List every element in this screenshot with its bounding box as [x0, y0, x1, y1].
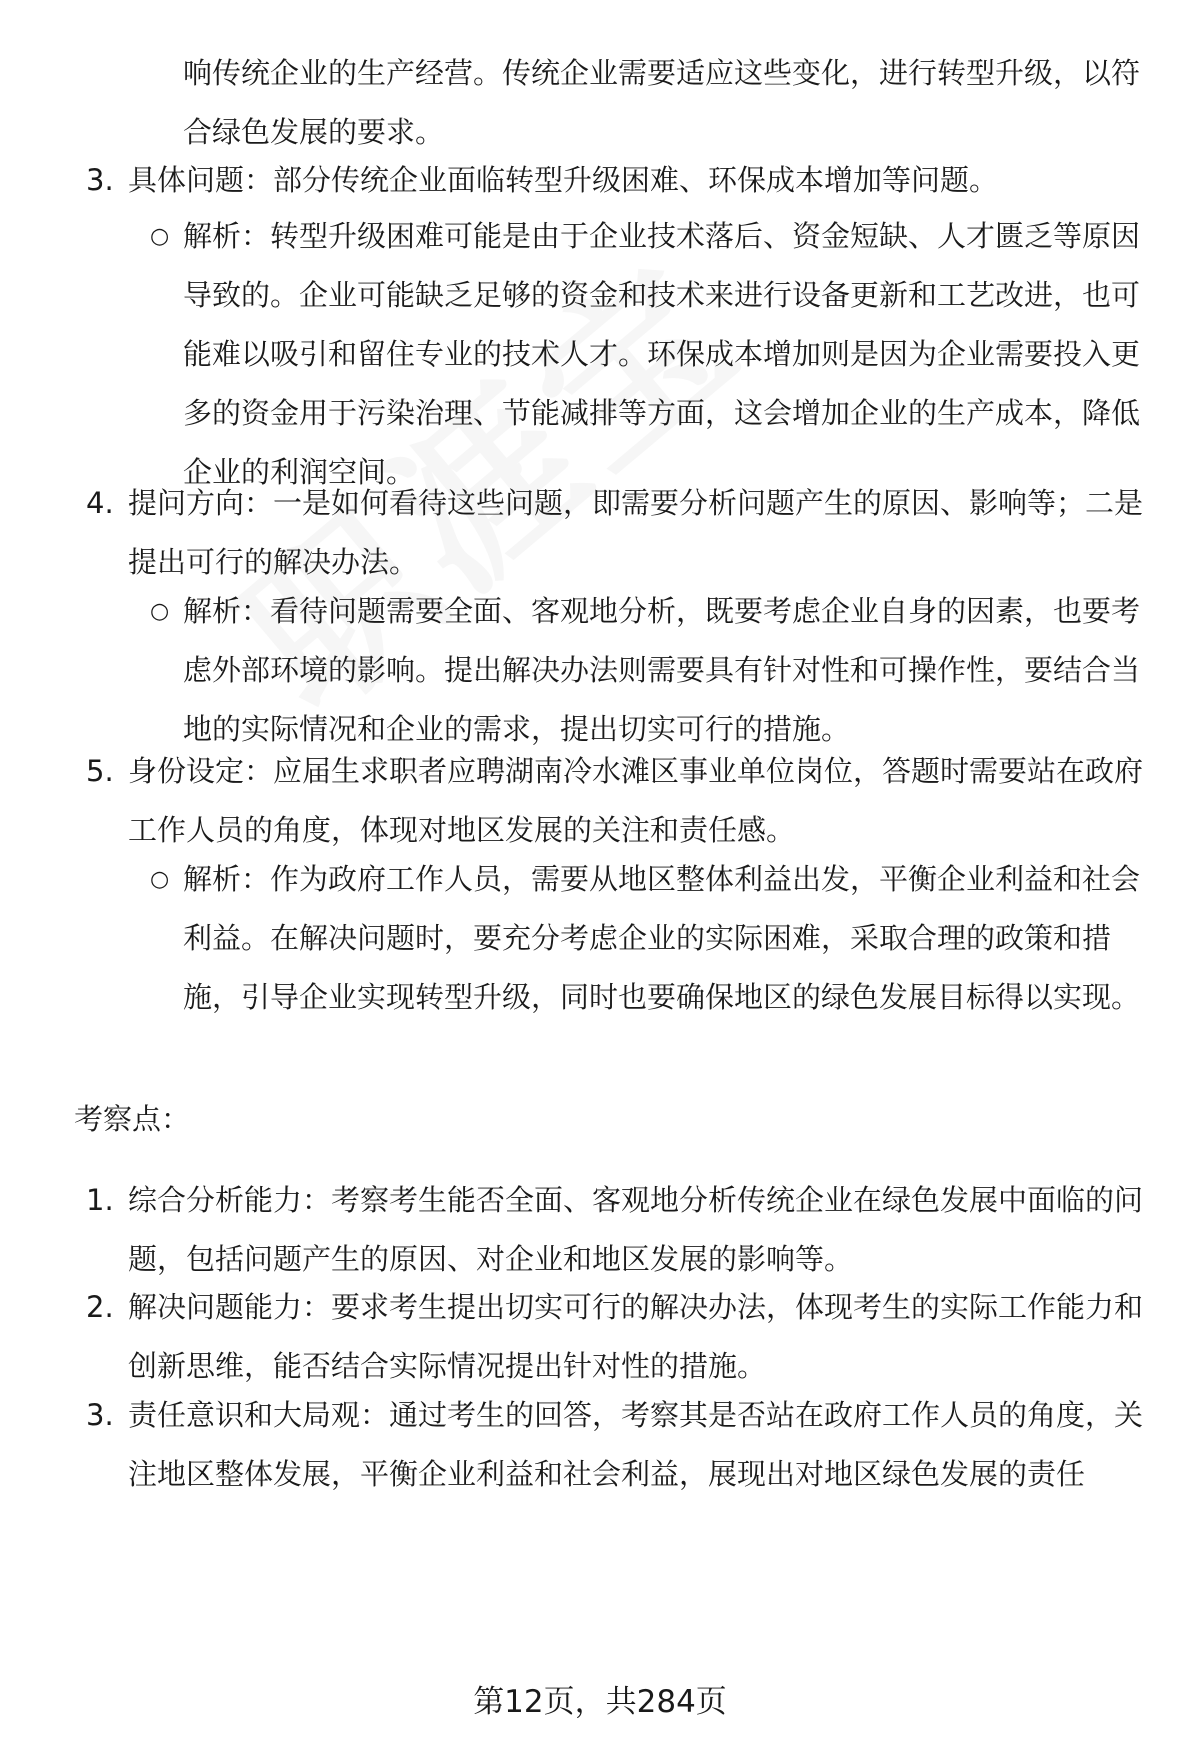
- item-number: 3.: [86, 163, 114, 197]
- bullet-icon: ○: [150, 867, 170, 892]
- point-number: 2.: [86, 1290, 114, 1324]
- item-text: 提问方向：一是如何看待这些问题，即需要分析问题产生的原因、影响等；二是提出可行的解决办法。: [128, 486, 1144, 579]
- point-number: 1.: [86, 1183, 114, 1217]
- item-text: 身份设定：应届生求职者应聘湖南冷水滩区事业单位岗位，答题时需要站在政府工作人员的角度，体现对地区发展的关注和责任感。: [128, 754, 1144, 847]
- item-number: 5.: [86, 754, 114, 788]
- bullet-icon: ○: [150, 599, 170, 624]
- point-text: 解决问题能力：要求考生提出切实可行的解决办法，体现考生的实际工作能力和创新思维，能否结合实际情况提出针对性的措施。: [128, 1290, 1144, 1383]
- bullet-icon: ○: [150, 224, 170, 249]
- item-analysis: 解析：转型升级困难可能是由于企业技术落后、资金短缺、人才匮乏等原因导致的。企业可能缺乏足够的资金和技术来进行设备更新和工艺改进，也可能难以吸引和留住专业的技术人才。环保成本增加则是因为企业需要投入更多的资金用于污染治理、节能减排等方面，这会增加企业的生产成本，降低企业的利润空间。: [183, 219, 1141, 489]
- item-text: 具体问题：部分传统企业面临转型升级困难、环保成本增加等问题。: [128, 163, 999, 197]
- page-footer: 第12页，共284页: [473, 1684, 727, 1720]
- section-title: 考察点：: [74, 1102, 191, 1136]
- point-number: 3.: [86, 1398, 114, 1432]
- continuation-paragraph: 响传统企业的生产经营。传统企业需要适应这些变化，进行转型升级，以符合绿色发展的要求。: [183, 56, 1141, 149]
- point-text: 综合分析能力：考察考生能否全面、客观地分析传统企业在绿色发展中面临的问题，包括问题产生的原因、对企业和地区发展的影响等。: [128, 1183, 1144, 1276]
- point-text: 责任意识和大局观：通过考生的回答，考察其是否站在政府工作人员的角度，关注地区整体发展，平衡企业利益和社会利益，展现出对地区绿色发展的责任: [128, 1398, 1143, 1491]
- item-number: 4.: [86, 486, 114, 520]
- item-analysis: 解析：看待问题需要全面、客观地分析，既要考虑企业自身的因素，也要考虑外部环境的影响。提出解决办法则需要具有针对性和可操作性，要结合当地的实际情况和企业的需求，提出切实可行的措施。: [183, 594, 1141, 746]
- item-analysis: 解析：作为政府工作人员，需要从地区整体利益出发，平衡企业利益和社会利益。在解决问题时，要充分考虑企业的实际困难，采取合理的政策和措施，引导企业实现转型升级，同时也要确保地区的绿色发展目标得以实现。: [183, 862, 1141, 1014]
